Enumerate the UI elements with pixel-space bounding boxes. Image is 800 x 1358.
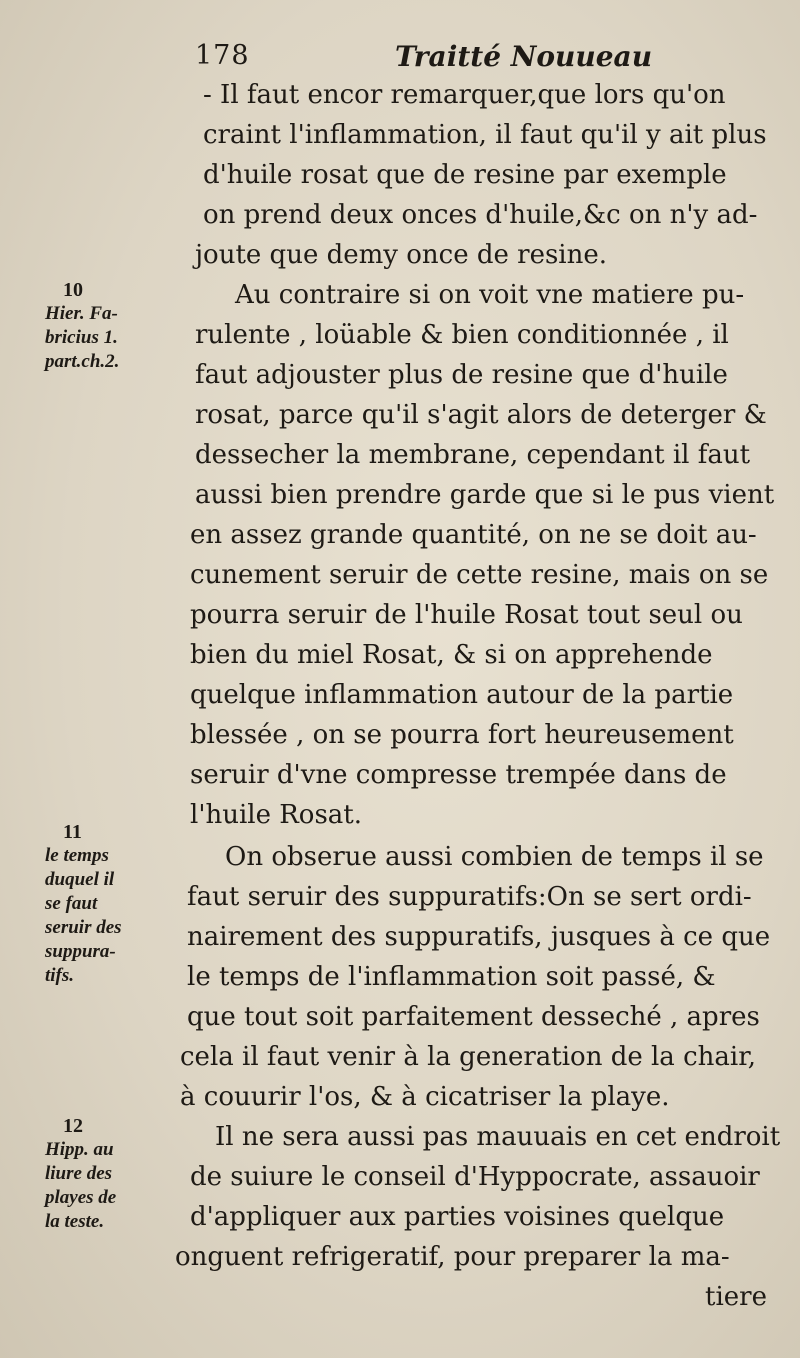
text-line: d'huile rosat que de resine par exemple (203, 160, 727, 190)
text-line: aussi bien prendre garde que si le pus vient (195, 480, 775, 510)
page-header (195, 40, 765, 80)
margin-note-number: 12 (63, 1115, 83, 1137)
text-line: rulente , loüable & bien conditionnée , il (195, 320, 729, 350)
margin-note-line: seruir des (45, 917, 122, 938)
text-line: nairement des suppuratifs, jusques à ce que (187, 922, 771, 952)
text-line: craint l'inflammation, il faut qu'il y ait plus (203, 120, 767, 150)
margin-note (45, 1114, 180, 1234)
margin-note-number: 10 (63, 279, 83, 301)
margin-note-line: Hier. Fa- (45, 303, 118, 324)
text-line: de suiure le conseil d'Hyppocrate, assauoir (190, 1162, 760, 1192)
margin-note-line: part.ch.2. (45, 351, 120, 372)
text-line: onguent refrigeratif, pour preparer la ma- (175, 1242, 730, 1272)
running-head: Traitté Nouueau (395, 40, 653, 73)
margin-note-line: le temps (45, 845, 109, 866)
text-line: en assez grande quantité, on ne se doit au- (190, 520, 757, 550)
text-line: faut adjouster plus de resine que d'huile (195, 360, 728, 390)
text-line: dessecher la membrane, cependant il faut (195, 440, 751, 470)
text-line: quelque inflammation autour de la partie (190, 680, 734, 710)
margin-note-line: suppura- (45, 941, 116, 962)
text-line: tiere (705, 1282, 767, 1312)
text-line: seruir d'vne compresse trempée dans de (190, 760, 727, 790)
text-line: le temps de l'inflammation soit passé, & (187, 962, 716, 992)
page-number: 178 (195, 40, 250, 71)
margin-note-line: liure des (45, 1163, 113, 1184)
text-line: à couurir l'os, & à cicatriser la playe. (180, 1082, 670, 1112)
margin-note-line: playes de (45, 1187, 117, 1208)
margin-note-line: se faut (45, 893, 98, 914)
margin-note-number: 11 (63, 821, 82, 843)
text-line: on prend deux onces d'huile,&c on n'y ad- (203, 200, 758, 230)
text-line: - Il faut encor remarquer,que lors qu'on (203, 80, 726, 110)
margin-note (45, 278, 180, 374)
text-line: faut seruir des suppuratifs:On se sert ordi- (187, 882, 752, 912)
text-line: joute que demy once de resine. (195, 240, 608, 270)
margin-note-line: duquel il (45, 869, 115, 890)
text-line: rosat, parce qu'il s'agit alors de deterger & (195, 400, 767, 430)
text-line: l'huile Rosat. (190, 800, 363, 830)
margin-note-line: bricius 1. (45, 327, 118, 348)
margin-note (45, 820, 180, 988)
margin-note-line: Hipp. au (45, 1139, 114, 1160)
text-line: Il ne sera aussi pas mauuais en cet endroit (215, 1122, 781, 1152)
text-line: pourra seruir de l'huile Rosat tout seul ou (190, 600, 743, 630)
margin-note-line: tifs. (45, 965, 75, 986)
text-line: bien du miel Rosat, & si on apprehende (190, 640, 713, 670)
text-line: d'appliquer aux parties voisines quelque (190, 1202, 725, 1232)
text-line: On obserue aussi combien de temps il se (225, 842, 764, 872)
text-line: blessée , on se pourra fort heureusement (190, 720, 734, 750)
margin-note-line: la teste. (45, 1211, 105, 1232)
text-line: cunement seruir de cette resine, mais on se (190, 560, 769, 590)
text-line: cela il faut venir à la generation de la chair, (180, 1042, 757, 1072)
text-line: Au contraire si on voit vne matiere pu- (235, 280, 745, 310)
text-line: que tout soit parfaitement desseché , apres (187, 1002, 760, 1032)
